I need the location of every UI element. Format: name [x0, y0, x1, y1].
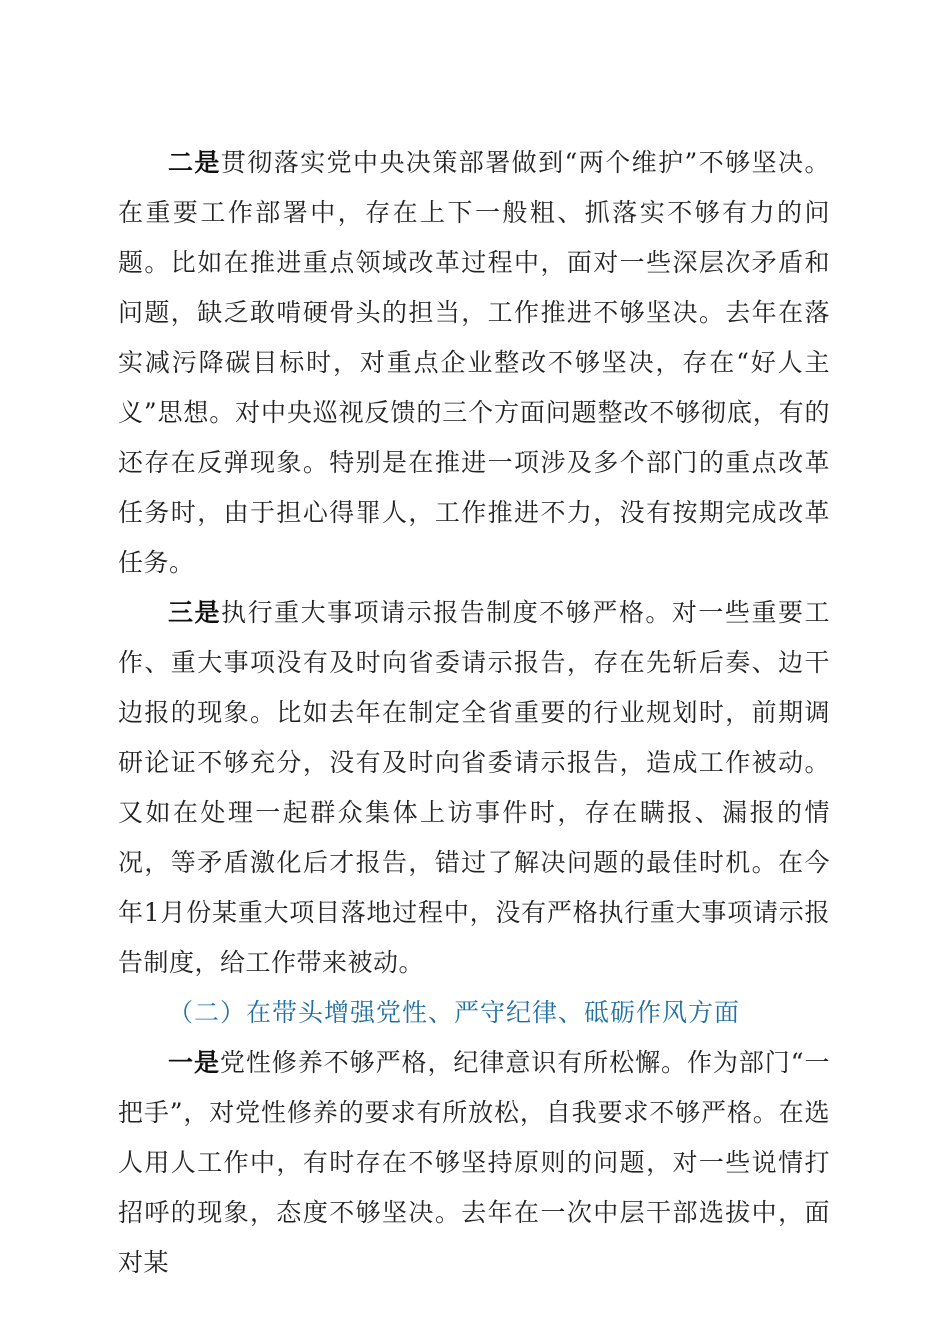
paragraph-one: [118, 1038, 830, 1288]
document-page: [118, 138, 830, 1288]
section-heading: （二）在带头增强党性、严守纪律、砥砺作风方面: [168, 998, 741, 1027]
paragraph-three: [118, 588, 830, 988]
paragraph-text: 贯彻落实党中央决策部署做到“两个维护”不够坚决。在重要工作部署中，存在上下一般粗、抓落实不够有力的问题。比如在推进重点领域改革过程中，面对一些深层次矛盾和问题，缺乏敢啃硬骨头的担当，工作推进不够坚决。去年在落实减污降碳目标时，对重点企业整改不够坚决，存在“好人主义”思想。对中央巡视反馈的三个方面问题整改不够彻底，有的还存在反弹现象。特别是在推进一项涉及多个部门的重点改革任务时，由于担心得罪人，工作推进不力，没有按期完成改革任务。: [118, 148, 830, 577]
paragraph-text: 党性修养不够严格，纪律意识有所松懈。作为部门“一把手”，对党性修养的要求有所放松，自我要求不够严格。在选人用人工作中，有时存在不够坚持原则的问题，对一些说情打招呼的现象，态度不够坚决。去年在一次中层干部选拔中，面对某: [118, 1048, 830, 1277]
paragraph-text: 执行重大事项请示报告制度不够严格。对一些重要工作、重大事项没有及时向省委请示报告，存在先斩后奏、边干边报的现象。比如去年在制定全省重要的行业规划时，前期调研论证不够充分，没有及时向省委请示报告，造成工作被动。又如在处理一起群众集体上访事件时，存在瞒报、漏报的情况，等矛盾激化后才报告，错过了解决问题的最佳时机。在今年1月份某重大项目落地过程中，没有严格执行重大事项请示报告制度，给工作带来被动。: [118, 598, 830, 977]
paragraph-lead: 二是: [168, 148, 221, 177]
paragraph-two: [118, 138, 830, 588]
paragraph-lead: 一是: [168, 1048, 220, 1077]
paragraph-lead: 三是: [168, 598, 222, 627]
